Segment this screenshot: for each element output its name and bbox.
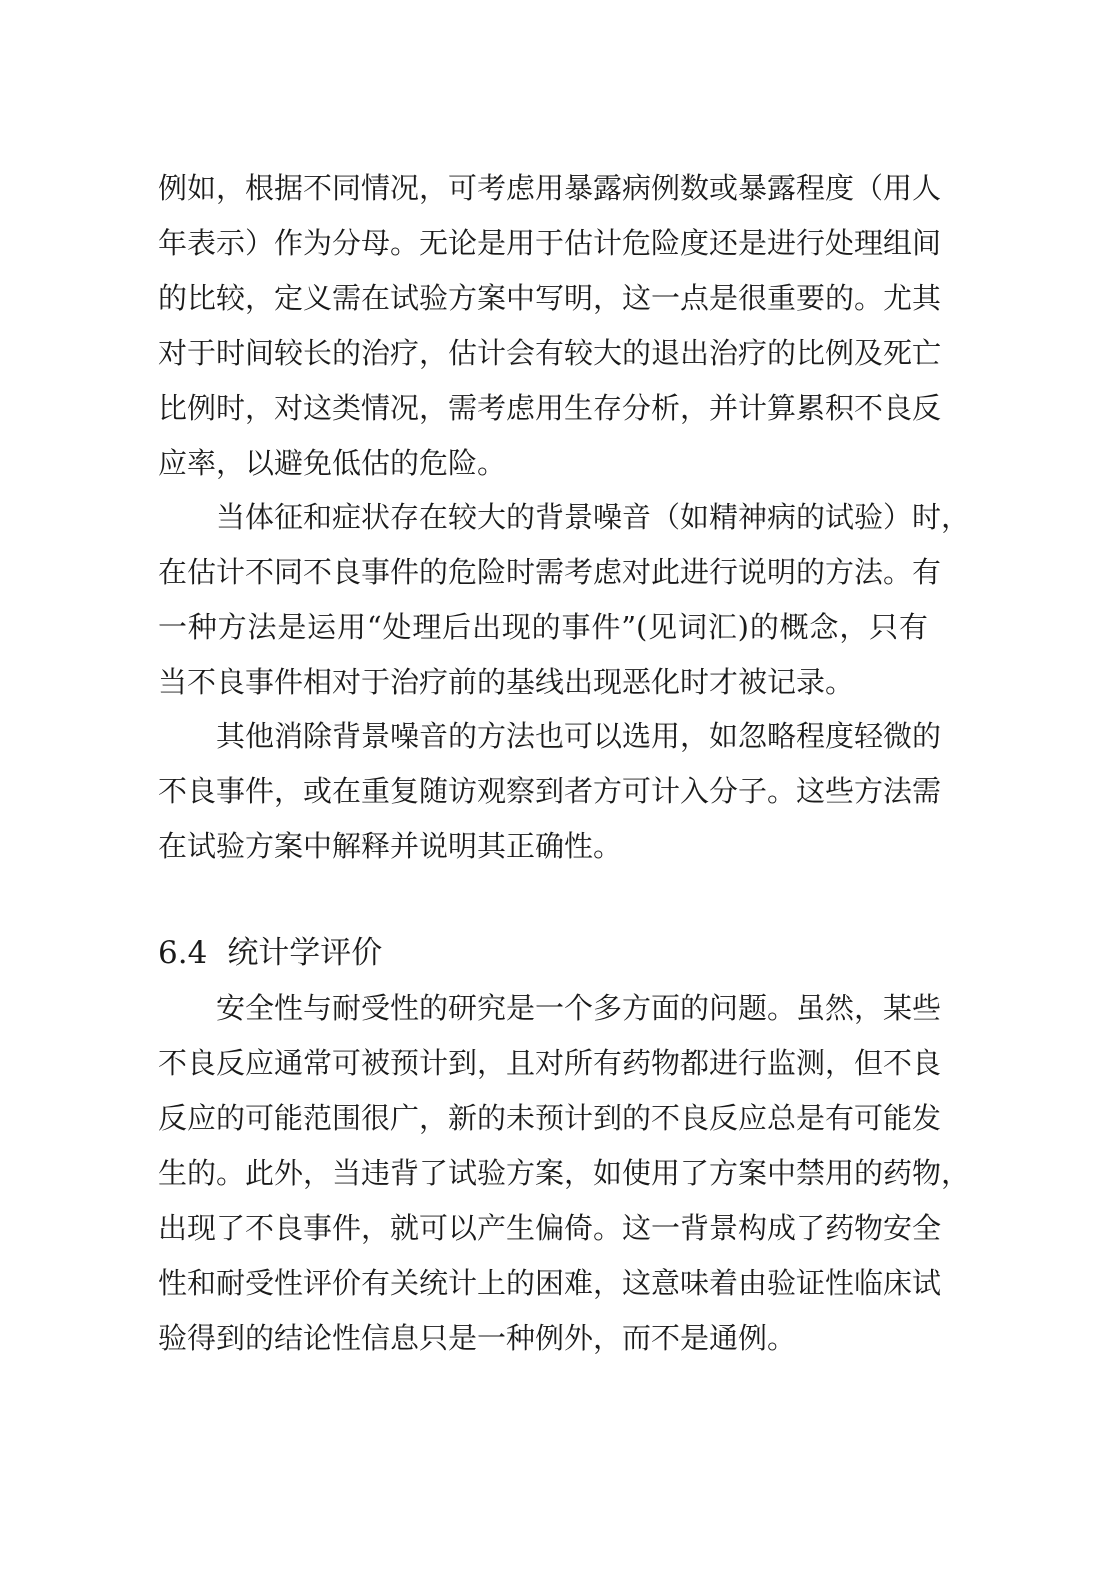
paragraph-4-line-2: 不良反应通常可被预计到，且对所有药物都进行监测，但不良 <box>158 1046 942 1080</box>
paragraph-1-line-6: 应率，以避免低估的危险。 <box>158 446 507 480</box>
paragraph-1-line-4: 对于时间较长的治疗，估计会有较大的退出治疗的比例及死亡 <box>158 336 942 370</box>
paragraph-3-line-1: 其他消除背景噪音的方法也可以选用，如忽略程度轻微的 <box>216 719 942 753</box>
paragraph-4-line-5: 出现了不良事件，就可以产生偏倚。这一背景构成了药物安全 <box>158 1211 942 1245</box>
paragraph-4-line-7: 验得到的结论性信息只是一种例外，而不是通例。 <box>158 1321 797 1355</box>
paragraph-2-line-4: 当不良事件相对于治疗前的基线出现恶化时才被记录。 <box>158 665 855 699</box>
paragraph-1-line-2: 年表示）作为分母。无论是用于估计危险度还是进行处理组间 <box>158 226 942 260</box>
paragraph-1-line-5: 比例时，对这类情况，需考虑用生存分析，并计算累积不良反 <box>158 391 942 425</box>
section-title: 统计学评价 <box>227 935 383 971</box>
paragraph-1-line-1: 例如，根据不同情况，可考虑用暴露病例数或暴露程度（用人 <box>158 171 942 205</box>
section-number: 6.4 <box>158 935 208 971</box>
paragraph-2-line-3: 一种方法是运用“处理后出现的事件”(见词汇)的概念，只有 <box>158 610 928 644</box>
paragraph-2-line-1: 当体征和症状存在较大的背景噪音（如精神病的试验）时， <box>216 500 971 534</box>
paragraph-4-line-1: 安全性与耐受性的研究是一个多方面的问题。虽然，某些 <box>216 991 942 1025</box>
paragraph-4-line-4: 生的。此外，当违背了试验方案，如使用了方案中禁用的药物， <box>158 1156 971 1190</box>
paragraph-3-line-2: 不良事件，或在重复随访观察到者方可计入分子。这些方法需 <box>158 774 942 808</box>
paragraph-1-line-3: 的比较，定义需在试验方案中写明，这一点是很重要的。尤其 <box>158 281 942 315</box>
paragraph-4-line-3: 反应的可能范围很广，新的未预计到的不良反应总是有可能发 <box>158 1101 942 1135</box>
paragraph-2-line-2: 在估计不同不良事件的危险时需考虑对此进行说明的方法。有 <box>158 555 942 589</box>
paragraph-3-line-3: 在试验方案中解释并说明其正确性。 <box>158 829 623 863</box>
paragraph-4-line-6: 性和耐受性评价有关统计上的困难，这意味着由验证性临床试 <box>158 1266 942 1300</box>
section-heading <box>158 932 382 974</box>
